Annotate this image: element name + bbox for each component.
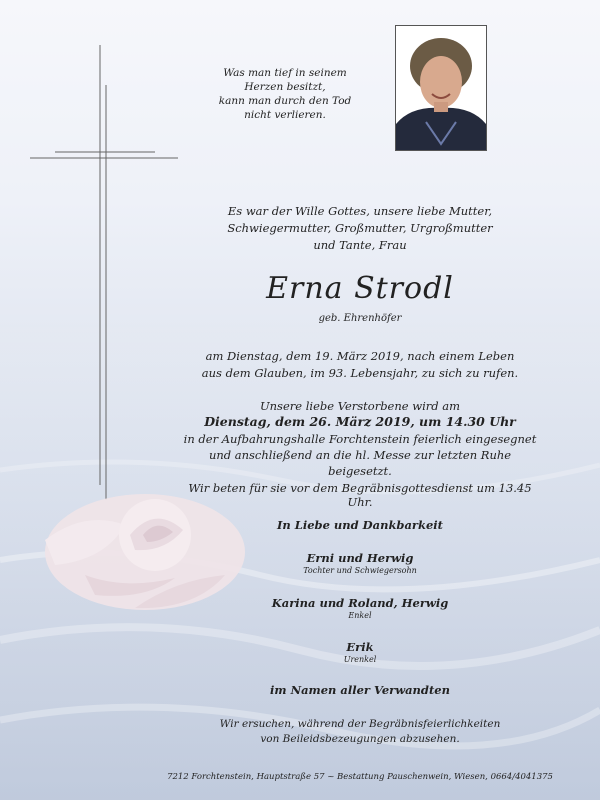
prayer-note: Wir beten für sie vor dem Begräbnisgottesdienst um 13.45 Uhr. [188,481,532,509]
quote-line: kann man durch den Tod [218,95,352,107]
family-name: Erik [346,640,374,654]
service-line: und anschließend an die hl. Messe zur letzten Ruhe beigesetzt. [208,448,512,478]
service-details [180,431,540,479]
portrait-photo [395,25,487,151]
family-relation: Tochter und Schwiegersohn [303,566,417,575]
quote-line: Was man tief in seinem [223,67,347,79]
family-entry [180,596,540,620]
intro-line: und Tante, Frau [313,238,407,252]
love-line: In Liebe und Dankbarkeit [277,518,443,532]
condolence-request [180,717,540,747]
intro-line: Schwiegermutter, Großmutter, Urgroßmutter [227,221,493,235]
cross-icon [30,45,180,515]
family-entry [180,551,540,575]
family-entry [180,640,540,664]
intro-text [180,203,540,254]
death-line: am Dienstag, dem 19. März 2019, nach einem Leben [205,349,515,363]
death-notice [180,348,540,382]
family-name: Karina und Roland, Herwig [271,596,449,610]
request-line: von Beileidsbezeugungen abzusehen. [260,733,460,745]
intro-line: Es war der Wille Gottes, unsere liebe Mutter, [227,204,493,218]
death-line: aus dem Glauben, im 93. Lebensjahr, zu sich zu rufen. [201,366,519,380]
service-line: in der Aufbahrungshalle Forchtenstein feierlich eingesegnet [183,432,537,446]
quote-line: Herzen besitzt, [244,81,326,93]
family-name: Erni und Herwig [306,551,414,565]
portrait-image [396,26,486,150]
request-line: Wir ersuchen, während der Begräbnisfeierlichkeiten [219,718,501,730]
service-lead: Unsere liebe Verstorbene wird am [259,399,461,413]
deceased-name: Erna Strodl [266,271,454,306]
quote-line: nicht verlieren. [244,109,326,121]
maiden-name: geb. Ehrenhöfer [318,313,402,324]
family-relation: Enkel [348,611,372,620]
footer-contact: 7212 Forchtenstein, Hauptstraße 57 ~ Bestattung Pauschenwein, Wiesen, 0664/4041375 [167,772,553,782]
service-date: Dienstag, dem 26. März 2019, um 14.30 Uhr [204,414,516,429]
family-relation: Urenkel [343,655,377,664]
closing-line: im Namen aller Verwandten [270,683,450,697]
memorial-quote [195,66,375,122]
